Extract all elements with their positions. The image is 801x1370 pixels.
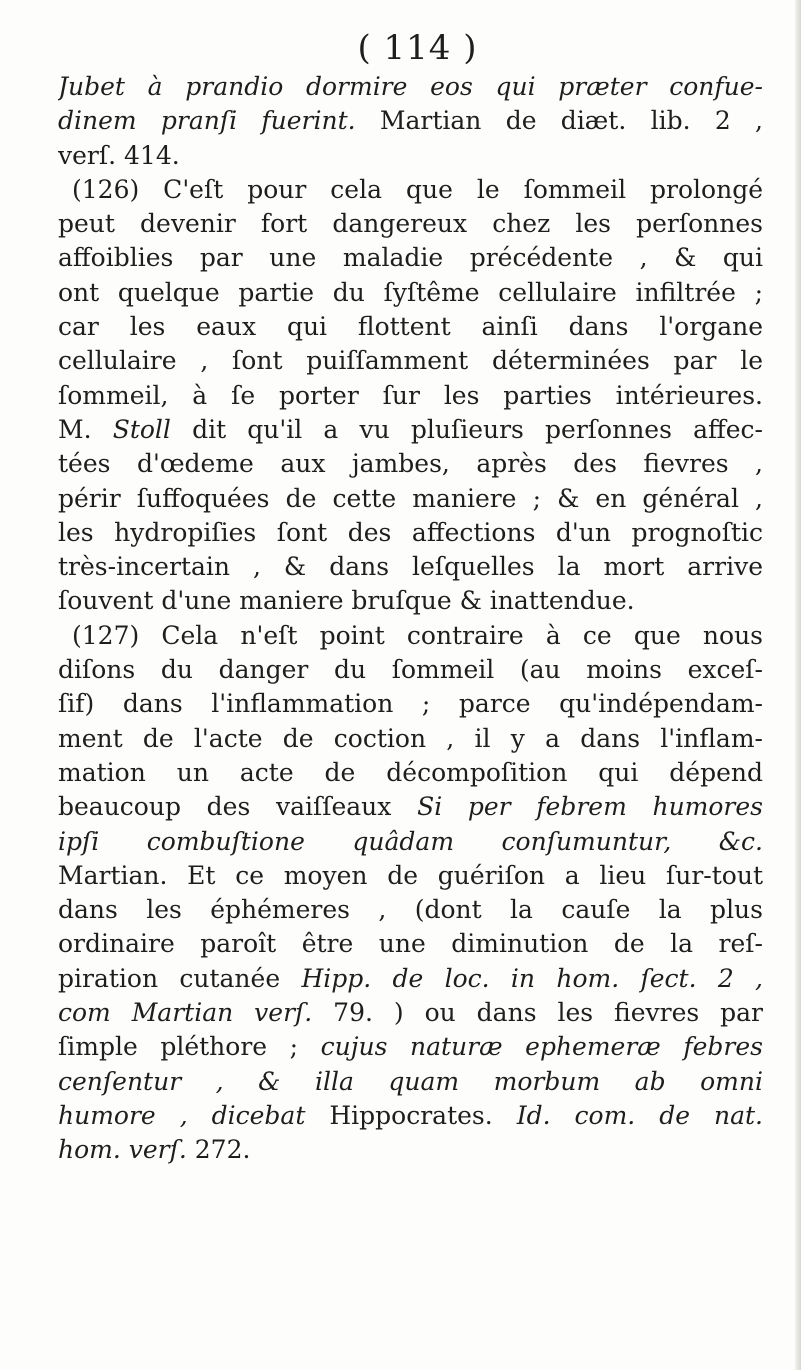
text-segment: cellulaire , ſont puiſſamment déterminées par le (58, 346, 763, 376)
text-line (58, 756, 763, 790)
italic-text-segment: ipſi combuſtione quâdam conſumuntur, &c. (58, 826, 763, 856)
text-segment: diſons du danger du ſommeil (au moins exceſ- (58, 655, 763, 685)
italic-text-segment: Id. com. de nat. (516, 1100, 763, 1130)
text-line (58, 859, 763, 893)
text-line (58, 379, 763, 413)
italic-text-segment: Hipp. de loc. in hom. ſect. 2 , (301, 963, 763, 993)
italic-text-segment: cenſentur , & illa quam morbum ab omni (58, 1066, 763, 1096)
text-line (58, 1065, 763, 1099)
italic-text-segment: Si per febrem humores (417, 792, 763, 822)
text-segment: beaucoup des vaiſſeaux (58, 792, 418, 822)
text-line (58, 1030, 763, 1064)
italic-text-segment: dinem pranſi fuerint. (58, 106, 356, 136)
text-segment: verſ. 414. (58, 140, 180, 170)
page-edge-shadow (795, 0, 801, 1370)
text-segment: dans les éphémeres , (dont la cauſe la plus (58, 895, 763, 925)
text-segment: dit qu'il a vu pluſieurs perſonnes affec- (170, 414, 763, 444)
text-line (58, 790, 763, 824)
text-segment: 272. (186, 1135, 251, 1165)
text-segment: les hydropiſies ſont des affections d'un prognoſtic (58, 517, 763, 547)
page-body-text (58, 70, 763, 1168)
italic-text-segment: Jubet à prandio dormire eos qui præter confue- (58, 72, 763, 101)
italic-text-segment: cujus naturæ ephemeræ febres (320, 1032, 763, 1062)
text-line (58, 722, 763, 756)
text-segment: ſouvent d'une maniere bruſque & inattendue. (58, 586, 635, 616)
text-line (58, 482, 763, 516)
text-segment: car les eaux qui flottent ainſi dans l'organe (58, 312, 763, 342)
text-segment: M. (58, 414, 113, 444)
text-segment: mation un acte de décompoſition qui dépend (58, 757, 763, 787)
text-line (58, 687, 763, 721)
text-line (58, 70, 763, 104)
text-line (58, 344, 763, 378)
text-line (58, 241, 763, 275)
text-line (58, 447, 763, 481)
text-line (58, 104, 763, 138)
text-line (58, 619, 763, 653)
text-segment: ſommeil, à ſe porter ſur les parties intérieures. (58, 380, 763, 410)
text-line (58, 996, 763, 1030)
text-line (58, 584, 763, 618)
text-line (58, 825, 763, 859)
text-line (58, 893, 763, 927)
text-line (58, 653, 763, 687)
text-segment: Martian. Et ce moyen de guériſon a lieu ſur-tout (58, 860, 763, 890)
page-number: ( 114 ) (357, 28, 478, 68)
text-line (58, 413, 763, 447)
text-line (58, 1099, 763, 1133)
text-line (58, 927, 763, 961)
italic-text-segment: humore , dicebat (58, 1100, 306, 1130)
text-segment: ſimple pléthore ; (58, 1032, 321, 1062)
text-segment: piration cutanée (58, 963, 302, 993)
text-segment: ment de l'acte de coction , il y a dans l'inflam- (58, 723, 763, 753)
text-line (58, 516, 763, 550)
text-segment: (127) Cela n'eſt point contraire à ce que nous (72, 620, 763, 650)
text-line (58, 207, 763, 241)
italic-text-segment: Stoll (112, 414, 171, 444)
text-segment: affoiblies par une maladie précédente , & qui (58, 243, 763, 273)
italic-text-segment: hom. verſ. (58, 1135, 187, 1165)
text-segment: ont quelque partie du ſyſtême cellulaire infiltrée ; (58, 277, 763, 307)
text-segment: Hippocrates. (305, 1100, 517, 1130)
text-segment: périr ſuffoquées de cette maniere ; & en général , (58, 483, 763, 513)
text-line (58, 276, 763, 310)
italic-text-segment: com Martian verſ. (58, 998, 313, 1028)
text-segment: ordinaire paroît être une diminution de la reſ- (58, 929, 763, 959)
text-line (58, 1133, 763, 1167)
text-segment: Martian de diæt. lib. 2 , (355, 106, 763, 136)
text-segment: (126) C'eſt pour cela que le ſommeil prolongé (72, 174, 763, 204)
text-segment: très-incertain , & dans leſquelles la mort arrive (58, 552, 763, 582)
text-line (58, 550, 763, 584)
text-line (58, 962, 763, 996)
text-segment: peut devenir fort dangereux chez les perſonnes (58, 209, 763, 239)
text-segment: tées d'œdeme aux jambes, après des fievres , (58, 449, 763, 479)
text-line (58, 173, 763, 207)
text-line (58, 310, 763, 344)
text-segment: 79. ) ou dans les fievres par (312, 998, 763, 1028)
text-segment: ſif) dans l'inflammation ; parce qu'indépendam- (58, 689, 763, 719)
text-line (58, 139, 763, 173)
